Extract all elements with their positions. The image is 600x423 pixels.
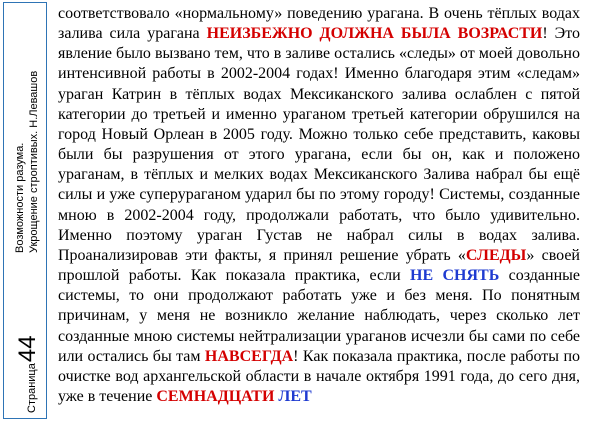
text-segment: ! Это явление было вызвано тем, что в заливе остались «следы» от моей довольно интенсивной работы в 2002-2004 годах! Именно благодаря этим «следам» ураган Катрин в тёплых водах Мексиканского залива ослаблен с пятой категории до третьей и именно ураганом третьей категории обрушился на город Новый Орлеан в 2005 году. Можно только себе представить, каковы были бы разрушения от этого урагана, если бы он, как и положено ураганам, в тёплых и мелких водах Мексиканского Залива набрал бы ещё силы и уже суперураганом ударил бы по этому городу! Системы, созданные мною в 2002-2004 году, продолжали работать, что было удивительно. Именно поэтому ураган Густав не набрал силы в водах залива. Проанализировав эти факты, я принял решение убрать « — [58, 25, 581, 264]
emphasis-text: СЕМНАДЦАТИ — [156, 387, 275, 405]
running-title — [13, 71, 41, 253]
paragraph — [58, 4, 580, 407]
text-segment: ! Как показала практика, после работы по очистке вод архангельской области в начале октября 1991 года, до сего дня, уже в течение — [58, 347, 580, 405]
page-number-block — [14, 335, 42, 413]
emphasis-text: СЛЕДЫ — [465, 246, 527, 264]
text-segment: » своей прошлой работы. Как показала практика, если — [58, 246, 580, 285]
emphasis-text: ЛЕТ — [278, 387, 312, 405]
body-text — [58, 4, 580, 407]
page-label: Страница — [26, 363, 38, 413]
text-segment: созданные системы, то они продолжают работать уже и без меня. По понятным причинам, у меня не возникло желание наблюдать, через сколько лет созданные мною системы нейтрализации ураганов исчезли бы сами по себе или остались бы там — [58, 267, 581, 365]
running-title-line2: Укрощение строптивых. Н.Левашов — [28, 70, 40, 253]
sidebar-frame — [3, 2, 47, 419]
emphasis-text: НАВСЕГДА — [204, 347, 294, 365]
page-number: 44 — [14, 335, 41, 363]
text-segment: соответствовало «нормальному» поведению урагана. В очень тёплых водах залива сила урагана — [58, 5, 580, 43]
emphasis-text: НЕ СНЯТЬ — [410, 267, 500, 285]
running-title-line1: Возможности разума. — [14, 142, 26, 253]
emphasis-text: НЕИЗБЕЖНО ДОЛЖНА БЫЛА ВОЗРАСТИ — [206, 25, 543, 43]
